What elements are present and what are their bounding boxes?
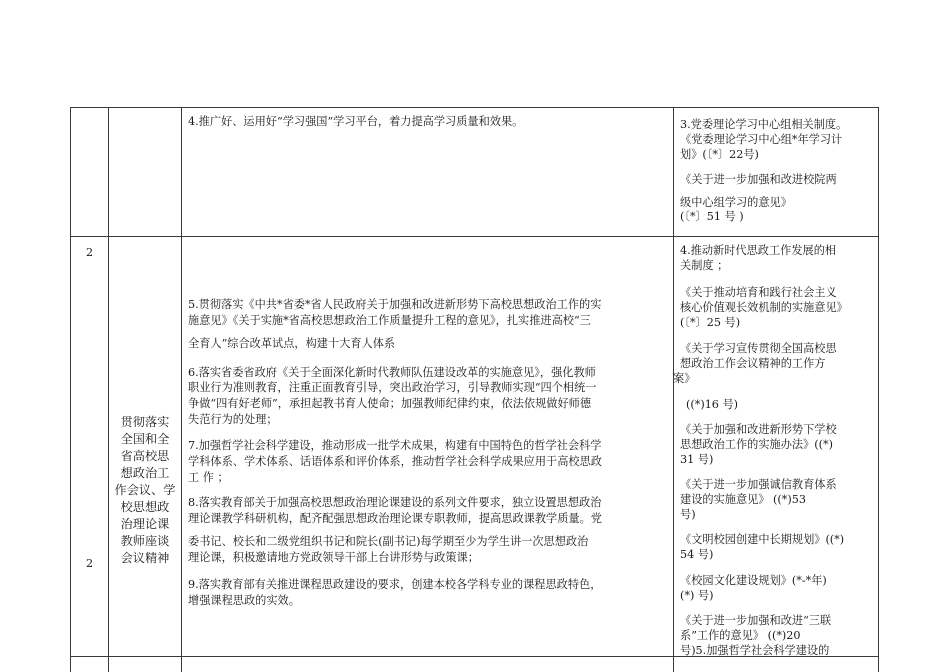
reference-line: 《关于进一步加强诚信教育体系 [680, 478, 837, 491]
content-line: 职业行为准则教育，注重正面教育引导，突出政治学习，引导教师实现“四个相统一 [188, 381, 597, 394]
category-line: 想政治工 [120, 466, 170, 480]
content-line: 工 作 ； [188, 471, 229, 484]
content-line: 理论课教学科研机构，配齐配强思想政治理论课专职教师，提高思政课教学质量。党 [188, 512, 602, 525]
reference-line: 《党委理论学习中心组*年学习计 [680, 133, 843, 146]
reference-line: (〔*〕25 号) [680, 316, 741, 329]
content-line: 9.落实教育部有关推进课程思政建设的要求，创建本校各学科专业的课程思政特色， [188, 578, 602, 591]
content-line: 5.贯彻落实《中共*省委*省人民政府关于加强和改进新形势下高校思想政治工作的实 [188, 298, 602, 311]
category-line: 贯彻落实 [120, 415, 170, 429]
content-line: 理论课，积极邀请地方党政领导干部上台讲形势与政策课； [188, 551, 479, 564]
reference-line: 想政治工作会议精神的工作方 [680, 357, 826, 370]
reference-line: 思想政治工作的实施办法》((*) [680, 438, 833, 451]
reference-line: 《关于加强和改进新形势下学校 [680, 423, 837, 436]
column-divider-content [673, 107, 674, 672]
reference-line: 54 号) [680, 548, 714, 561]
reference-line: 4.推动新时代思政工作发展的相 [680, 244, 837, 257]
content-line: 全育人”综合改革试点，构建十大育人体系 [188, 337, 396, 350]
reference-line: (*) 号) [680, 589, 714, 602]
reference-line: 3.党委理论学习中心组相关制度。 [680, 118, 848, 131]
reference-line: 系”工作的意见》 ((*)20 [680, 629, 801, 642]
table-border-top [70, 107, 879, 108]
reference-line: 《校园文化建设规划》(*-*年) [680, 574, 827, 587]
reference-line: 31 号) [680, 453, 714, 466]
reference-line: 核心价值观长效机制的实施意见》 [680, 301, 848, 314]
reference-line: 《关于进一步加强和改进校院两 [680, 173, 837, 186]
category-line: 全国和全 [120, 432, 170, 446]
content-line: 8.落实教育部关于加强高校思想政治理论课建设的系列文件要求，独立设置思想政治 [188, 496, 602, 509]
reference-line: 《关于推动培育和践行社会主义 [680, 286, 837, 299]
content-line: 学科体系、学术体系、话语体系和评价体系，推动哲学社会科学成果应用于高校思政 [188, 455, 602, 468]
reference-line: 划》(〔*〕22号) [680, 148, 759, 161]
category-line: 教师座谈 [120, 534, 170, 548]
row-number: 2 [86, 557, 94, 570]
column-divider-number [108, 107, 109, 672]
category-line: 省高校思 [120, 449, 170, 463]
reference-line: 号)5.加强哲学社会科学建设的 [680, 644, 830, 657]
row-divider [70, 236, 879, 237]
content-line: 7.加强哲学社会科学建设，推动形成一批学术成果，构建有中国特色的哲学社会科学 [188, 439, 602, 452]
reference-line: 号) [680, 508, 696, 521]
reference-line: 关制度 ； [680, 259, 729, 272]
reference-line: 《文明校园创建中长期规划》((*) [680, 533, 845, 546]
content-line: 增强课程思政的实效。 [188, 594, 300, 607]
reference-line: 案》 [673, 372, 696, 385]
reference-line: 级中心组学习的意见》 [680, 196, 792, 209]
reference-line: (〔*〕51 号 ) [680, 210, 744, 223]
category-line: 作会议、学 [114, 483, 176, 497]
content-line: 失范行为的处理； [188, 413, 278, 426]
reference-line: 《关于学习宣传贯彻全国高校思 [680, 342, 837, 355]
table-border-left [70, 107, 71, 672]
content-line: 施意见》《关于实施*省高校思想政治工作质量提升工程的意见》，扎实推进高校“三 [188, 314, 591, 327]
column-divider-category [181, 107, 182, 672]
content-line: 委书记、校长和二级党组织书记和院长(副书记)每学期至少为学生讲一次思想政治 [188, 535, 589, 548]
reference-line: ((*)16 号) [686, 398, 739, 411]
content-line: 争做“四有好老师”，承担起教书育人使命；加强教师纪律约束，依法依规做好师德 [188, 397, 592, 410]
reference-line: 《关于进一步加强和改进“三联 [680, 614, 832, 627]
category-line: 校思想政 [120, 500, 170, 514]
row-number-upper: 2 [86, 246, 94, 259]
reference-line: 建设的实施意见》 ((*)53 [680, 493, 806, 506]
content-line: 6.落实省委省政府《关于全面深化新时代教师队伍建设改革的实施意见》，强化教师 [188, 366, 596, 379]
row1-content-text: 4.推广好、运用好“学习强国”学习平台，着力提高学习质量和效果。 [188, 115, 524, 128]
category-line: 会议精神 [120, 551, 170, 565]
table-border-right [878, 107, 879, 672]
category-line: 治理论课 [120, 517, 170, 531]
